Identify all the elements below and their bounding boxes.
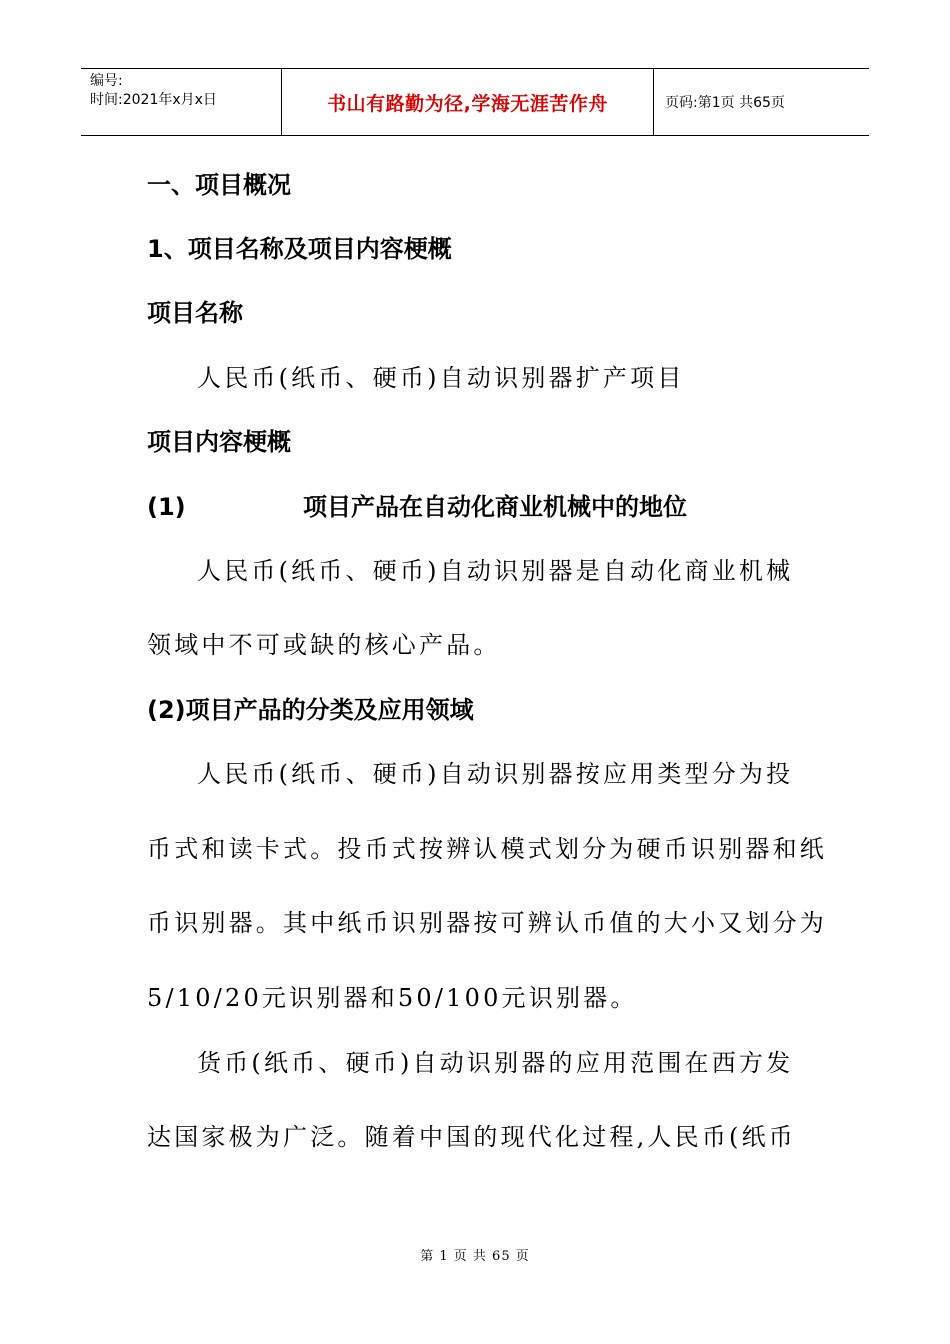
document-number-label: 编号: bbox=[90, 73, 123, 89]
item2-heading: (2)项目产品的分类及应用领域 bbox=[147, 696, 474, 724]
item2-para1-line-2: 币式和读卡式。投币式按辨认模式划分为硬币识别器和纸 bbox=[147, 835, 827, 863]
summary-heading: 项目内容梗概 bbox=[147, 428, 291, 456]
section-subtitle: 1、项目名称及项目内容梗概 bbox=[147, 235, 452, 263]
item1-line-2: 领域中不可或缺的核心产品。 bbox=[147, 631, 501, 659]
item2-para2-line-1: 货币(纸币、硬币)自动识别器的应用范围在西方发 bbox=[197, 1049, 794, 1077]
header-motto: 书山有路勤为径,学海无涯苦作舟 bbox=[282, 69, 654, 135]
item1-title: 项目产品在自动化商业机械中的地位 bbox=[303, 493, 687, 521]
item1-number: (1) bbox=[147, 493, 186, 521]
header-meta-cell bbox=[81, 69, 282, 135]
header-page-info: 页码:第1页 共65页 bbox=[665, 95, 785, 111]
section-title: 一、项目概况 bbox=[147, 171, 291, 199]
page-header bbox=[81, 68, 869, 136]
project-name-heading: 项目名称 bbox=[147, 299, 243, 327]
item1-line-1: 人民币(纸币、硬币)自动识别器是自动化商业机械 bbox=[197, 557, 794, 585]
page-footer: 第 1 页 共 65 页 bbox=[420, 1249, 530, 1264]
item2-para1-line-3: 币识别器。其中纸币识别器按可辨认币值的大小又划分为 bbox=[147, 909, 827, 937]
item2-para2-line-2: 达国家极为广泛。随着中国的现代化过程,人民币(纸币 bbox=[147, 1123, 796, 1151]
item2-para1-line-4: 5/10/20元识别器和50/100元识别器。 bbox=[147, 984, 638, 1012]
item1-heading bbox=[147, 492, 687, 522]
item2-para1-line-1: 人民币(纸币、硬币)自动识别器按应用类型分为投 bbox=[197, 760, 794, 788]
document-date-label: 时间:2021年x月x日 bbox=[90, 92, 217, 108]
project-name-value: 人民币(纸币、硬币)自动识别器扩产项目 bbox=[197, 364, 685, 392]
